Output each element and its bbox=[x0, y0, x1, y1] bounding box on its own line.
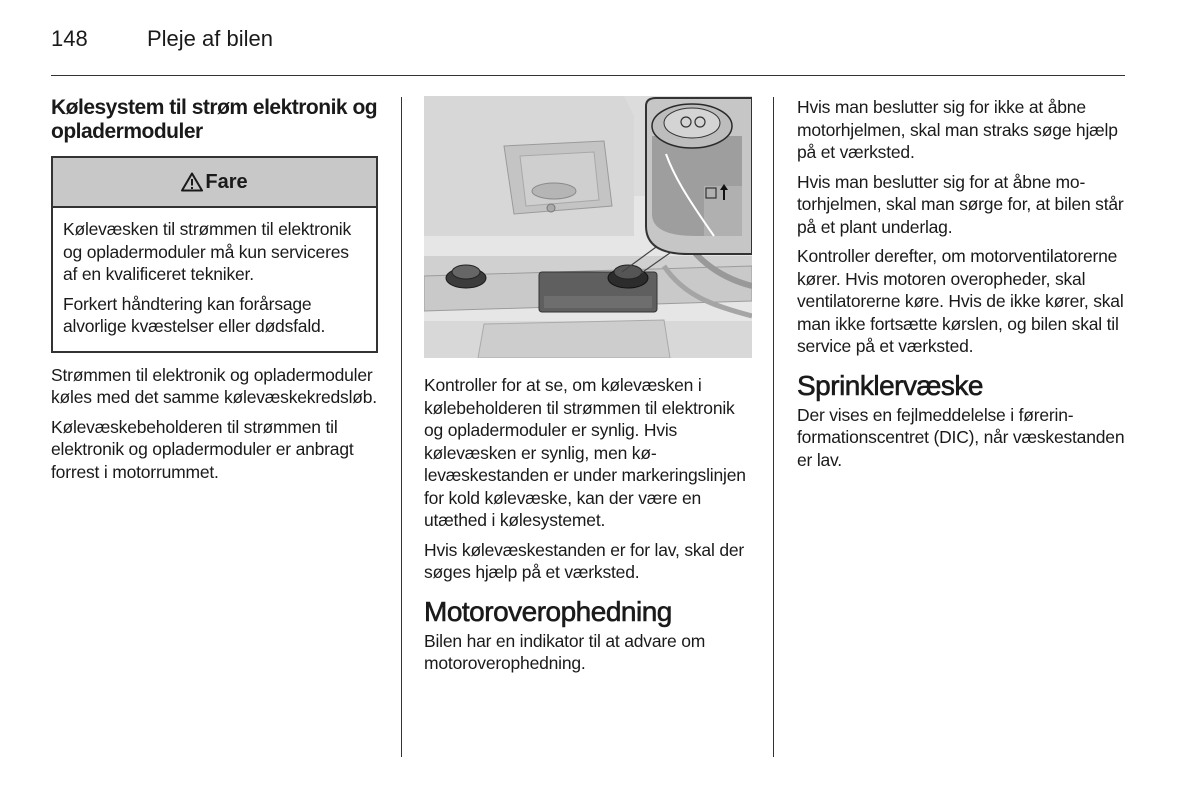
body-paragraph: Kølevæskebeholderen til strømmen til elektronik og opladermoduler er anbragt forrest i motorrummet. bbox=[51, 416, 354, 482]
section-heading-overheating: Motoroverophedning bbox=[424, 595, 672, 627]
warning-header bbox=[53, 158, 376, 208]
body-paragraph: Der vises en fejlmeddelelse i førerinformationscentret (DIC), når væskestanden er lav. bbox=[797, 404, 1125, 470]
body-paragraph: Strømmen til elektronik og opladermoduler køles med det samme kølevæskekredsløb. bbox=[51, 364, 377, 407]
body-paragraph: Hvis man beslutter sig for ikke at åbne motorhjelmen, skal man straks søge hjælp på et værksted. bbox=[797, 97, 1118, 162]
page-title: Pleje af bilen bbox=[147, 26, 273, 51]
warning-paragraph: Forkert håndtering kan forårsage alvorlige kvæstelser eller dødsfald. bbox=[63, 293, 326, 336]
body-paragraph: Hvis man beslutter sig for at åbne motorhjelmen, skal man sørge for, at bilen står på et plant underlag. bbox=[797, 171, 1124, 237]
warning-paragraph: Kølevæsken til strømmen til elektronik og opladermoduler må kun serviceres af en kvalificeret tekniker. bbox=[63, 219, 352, 284]
column-middle bbox=[424, 96, 752, 682]
body-paragraph: Kontroller for at se, om kølevæsken i kølebeholderen til strømmen til elektronik og opladermoduler er synlig. Hvis kølevæsken er synlig, men kølevæskestanden er under markeringslinjen for kold kølevæske, kan der være en utæthed i kølesystemet. bbox=[424, 375, 746, 530]
body-paragraph: Kontroller derefter, om motorventilatorerne kører. Hvis motoren overopheder, skal ventilatorerne køre. Hvis de ikke kører, skal man ikke fortsætte kørslen, og bilen skal til service på et værksted. bbox=[797, 246, 1124, 356]
column-divider bbox=[773, 97, 774, 757]
body-paragraph: Hvis kølevæskestanden er for lav, skal der søges hjælp på et værksted. bbox=[424, 539, 745, 582]
section-heading-cooling: Kølesystem til strøm elektronik og opladermoduler bbox=[51, 96, 378, 143]
warning-box bbox=[51, 156, 378, 353]
warning-body bbox=[53, 208, 376, 351]
page-number: 148 bbox=[51, 26, 88, 51]
column-left bbox=[51, 96, 378, 490]
warning-title: Fare bbox=[205, 170, 248, 193]
page-header bbox=[51, 26, 273, 56]
body-paragraph: Bilen har en indikator til at advare om motoroverophedning. bbox=[424, 630, 706, 673]
header-rule bbox=[51, 75, 1125, 76]
warning-triangle-icon bbox=[181, 172, 203, 192]
section-heading-washer-fluid: Sprinklervæske bbox=[797, 369, 983, 401]
engine-bay-illustration bbox=[424, 96, 752, 358]
column-right bbox=[797, 96, 1126, 478]
column-divider bbox=[401, 97, 402, 757]
